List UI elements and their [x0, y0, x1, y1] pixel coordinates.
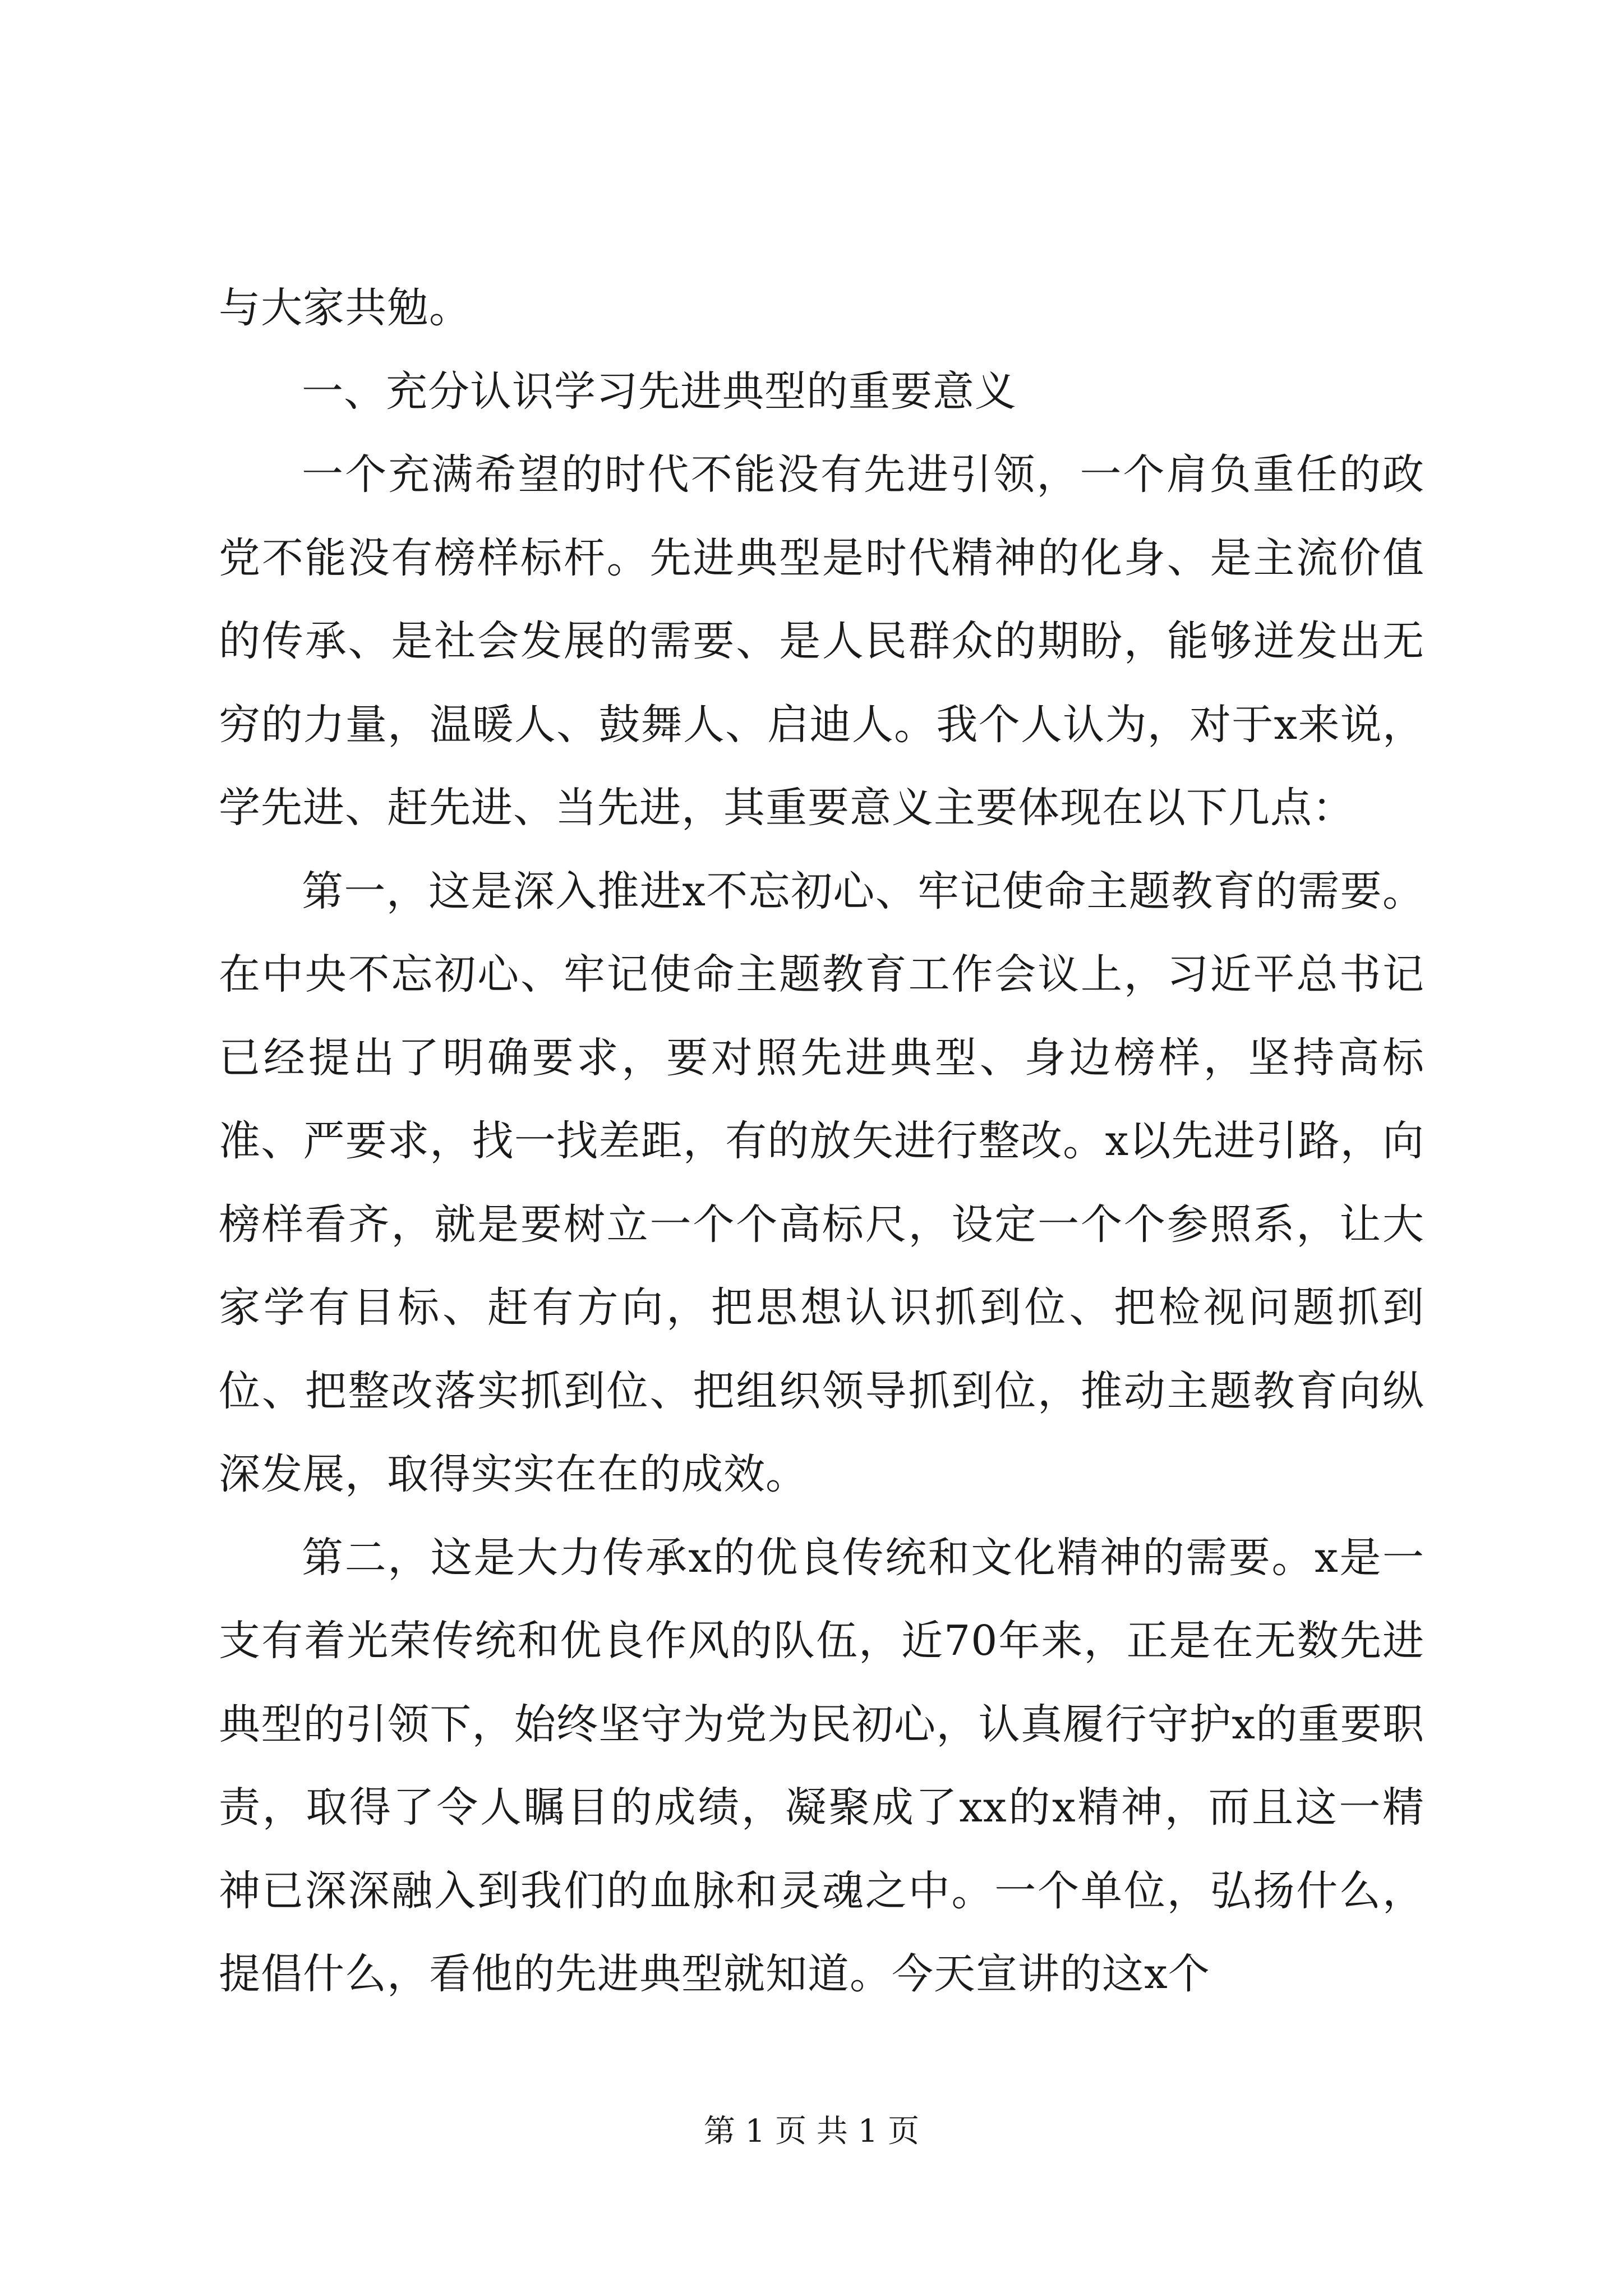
section-heading: 一、充分认识学习先进典型的重要意义 [302, 367, 1017, 416]
document-body [219, 266, 1424, 2016]
paragraph-closing-line: 与大家共勉。 [219, 284, 471, 332]
paragraph-point-one: 第一，这是深入推进x不忘初心、牢记使命主题教育的需要。在中央不忘初心、牢记使命主题教育工作会议上，习近平总书记已经提出了明确要求，要对照先进典型、身边榜样，坚持高标准、严要求，找一找差距，有的放矢进行整改。x以先进引路，向榜样看齐，就是要树立一个个高标尺，设定一个个参照系，让大家学有目标、赶有方向，把思想认识抓到位、把检视问题抓到位、把整改落实抓到位、把组织领导抓到位，推动主题教育向纵深发展，取得实实在在的成效。 [219, 867, 1424, 1498]
paragraph-point-two: 第二，这是大力传承x的优良传统和文化精神的需要。x是一支有着光荣传统和优良作风的队伍，近70年来，正是在无数先进典型的引领下，始终坚守为党为民初心，认真履行守护x的重要职责，取得了令人瞩目的成绩，凝聚成了xx的x精神，而且这一精神已深深融入到我们的血脉和灵魂之中。一个单位，弘扬什么，提倡什么，看他的先进典型就知道。今天宣讲的这x个 [219, 1533, 1424, 1998]
page-footer: 第 1 页 共 1 页 [703, 2113, 920, 2150]
paragraph-significance-intro: 一个充满希望的时代不能没有先进引领，一个肩负重任的政党不能没有榜样标杆。先进典型是时代精神的化身、是主流价值的传承、是社会发展的需要、是人民群众的期盼，能够迸发出无穷的力量，温暖人、鼓舞人、启迪人。我个人认为，对于x来说，学先进、赶先进、当先进，其重要意义主要体现在以下几点： [219, 450, 1424, 832]
